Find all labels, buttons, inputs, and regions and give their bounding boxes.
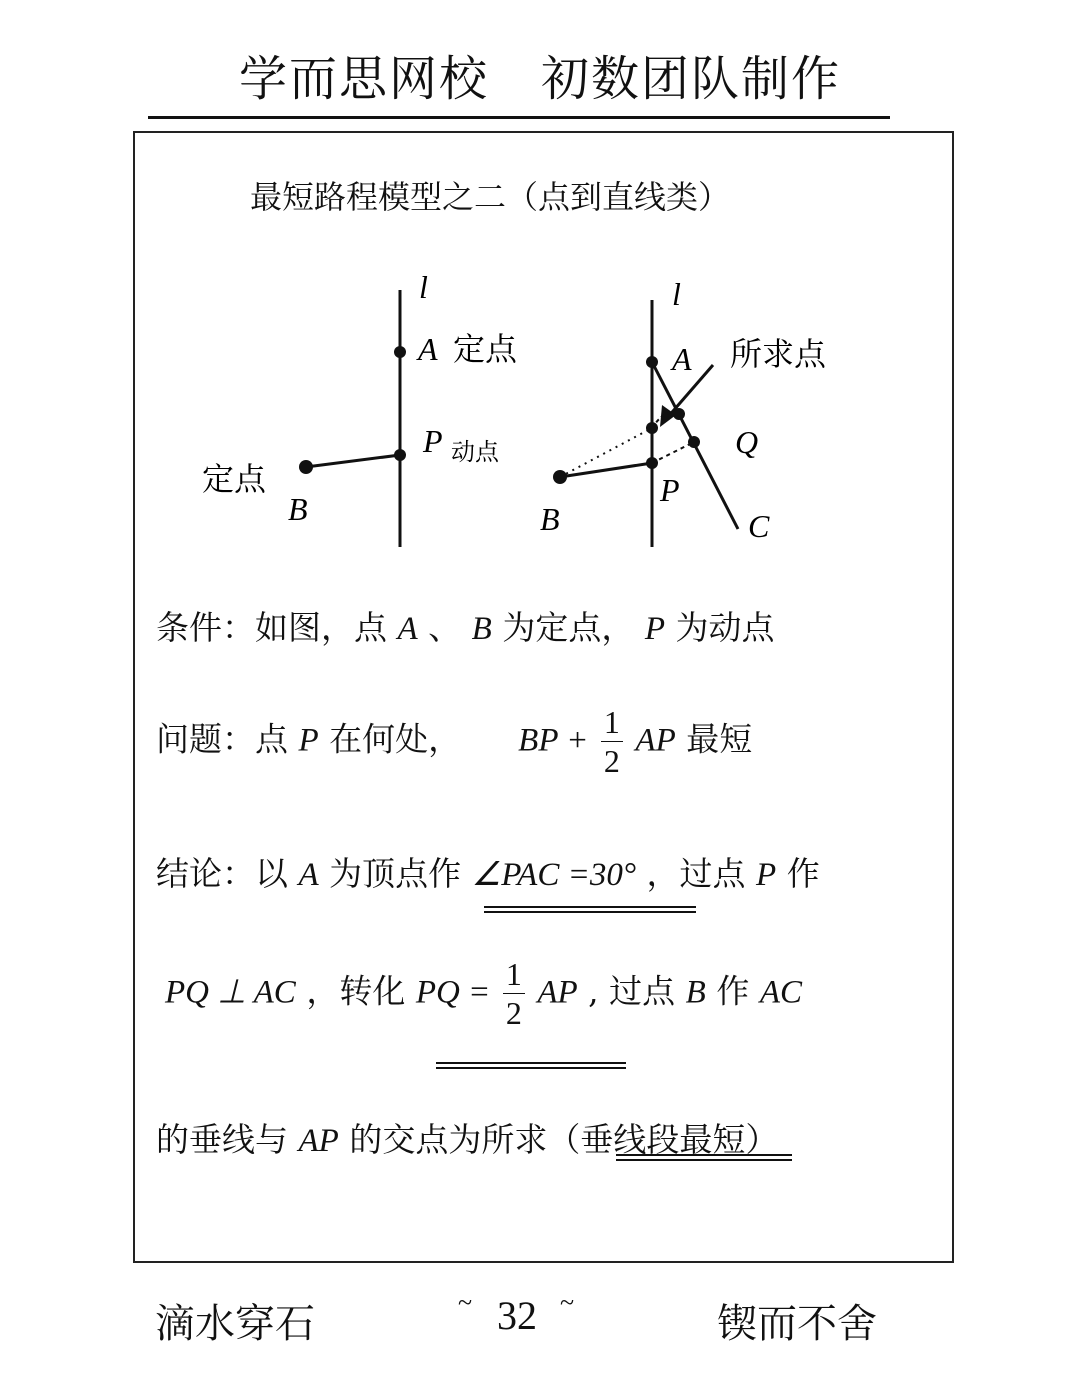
conclusion-emphasis: 垂线段最短 [580,1120,746,1159]
conclusion-point-b: B [685,974,706,1011]
fraction-denominator: 2 [603,743,620,779]
conclusion-line-2 [165,958,802,1029]
label-p-right: P [660,472,680,508]
dot-b-right [553,470,567,484]
label-l-right: l [672,276,681,312]
dot-q [688,436,700,448]
question-line [156,706,752,777]
conclusion-angle: ∠PAC =30° [471,857,637,893]
header-left: 学而思网校 [238,51,489,107]
question-point-p: P [298,722,319,759]
condition-mid: 为定点， [502,608,635,647]
label-p-left: P [423,423,443,459]
question-expr-left: BP + [518,722,589,759]
label-a-note-left: 定点 [453,330,518,368]
question-label: 问题：点 [156,719,288,759]
conclusion-mid3: ，转化 [306,971,406,1011]
conclusion-point-a: A [298,857,319,893]
conclusion-pq-eq: PQ = [415,974,491,1011]
conclusion-label: 结论：以 [156,854,288,893]
segment-bp-left [306,455,400,467]
question-mid: 在何处， [329,719,462,759]
dot-a-right [646,356,658,368]
label-p-note-left: 动点 [451,438,499,466]
dot-b-left [299,460,313,474]
conclusion-fraction [503,958,525,1029]
section-title: 最短路程模型之二（点到直线类） [250,178,731,216]
left-figure [202,269,518,547]
conclusion-mid4: , 过点 [588,971,676,1011]
conclusion-line3-a: 的垂线与 [156,1120,288,1159]
conclusion-ac: AC [759,974,802,1011]
conclusion-line3-ap: AP [298,1123,339,1159]
conclusion-line-1 [156,848,820,895]
dot-target [646,422,658,434]
footer-right: 锲而不舍 [717,1301,877,1347]
question-end: 最短 [686,719,753,759]
label-q: Q [735,424,759,460]
label-b-left: B [288,491,308,527]
condition-line [156,602,775,649]
conclusion-line3-b: 的交点为所求（ [349,1120,581,1159]
conclusion-point-p: P [756,857,777,893]
label-c: C [748,508,770,544]
condition-label: 条件：如图，点 [156,608,387,647]
dot-target-foot [673,408,685,420]
dot-p-right [646,457,658,469]
condition-sep: 、 [428,608,462,647]
conclusion-mid2: ，过点 [646,854,746,893]
conclusion-ap: AP [537,974,578,1011]
footer-page-mark-right: ~ [560,1288,575,1317]
conclusion-mid: 为顶点作 [329,854,462,893]
condition-point-p: P [644,611,666,647]
header-rule [148,116,890,119]
fraction-denominator: 2 [505,995,522,1031]
label-b-note-left: 定点 [202,460,267,498]
footer-page-number: 32 [497,1293,537,1338]
dashed-p-q [652,442,694,463]
condition-end: 为动点 [675,608,775,647]
double-underline-angle [484,906,696,913]
label-a-right: A [672,341,692,377]
dot-a-left [394,346,406,358]
double-underline-convert [436,1062,626,1069]
footer-page-mark-left: ~ [458,1288,473,1317]
double-underline-shortest [616,1154,792,1161]
label-a-left: A [418,331,438,367]
condition-point-b: B [471,611,492,647]
right-figure [540,276,827,547]
conclusion-end: 作 [786,854,820,893]
page-header [0,40,1080,109]
question-expr-right: AP [635,722,676,759]
label-target-note: 所求点 [730,335,827,373]
label-b-right: B [540,501,560,537]
fraction-numerator: 1 [603,704,620,740]
header-right: 初数团队制作 [541,51,842,107]
geometry-diagram [150,255,850,565]
condition-point-a: A [397,611,418,647]
footer-left: 滴水穿石 [155,1301,315,1347]
question-fraction [601,706,623,777]
label-l-left: l [419,269,428,305]
conclusion-zuo: 作 [716,971,750,1011]
fraction-numerator: 1 [505,956,522,992]
conclusion-perpendicular: PQ ⊥ AC [165,974,296,1011]
dot-p-left [394,449,406,461]
conclusion-line3-c: ） [745,1120,779,1159]
